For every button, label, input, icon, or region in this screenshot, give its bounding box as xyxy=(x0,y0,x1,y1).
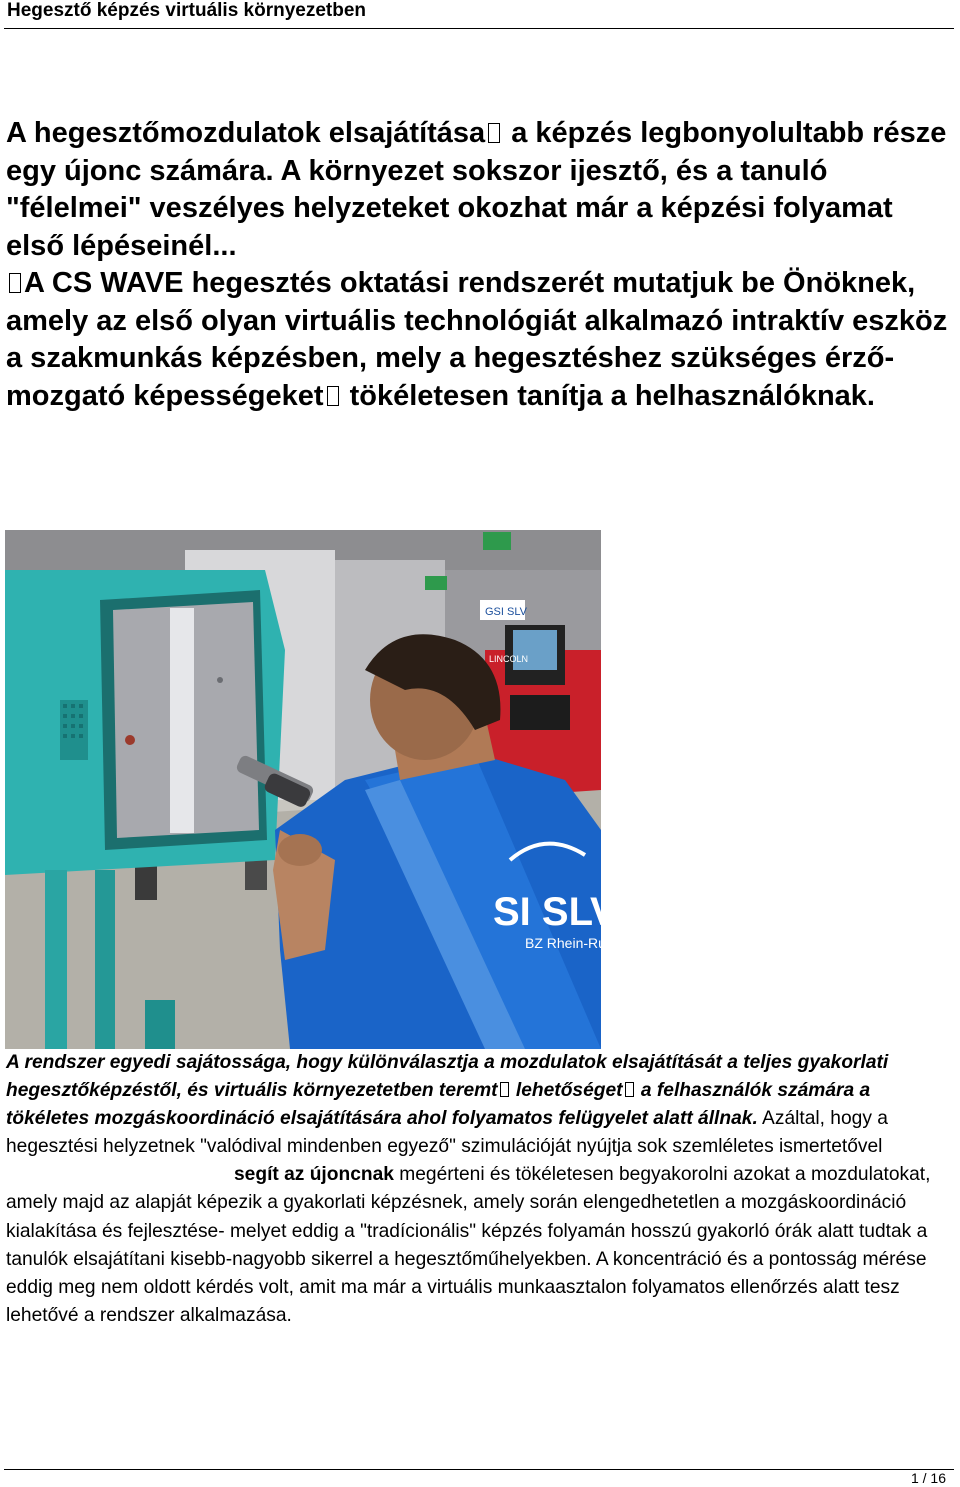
booth-sign-text: GSI SLV xyxy=(485,606,527,618)
body-emphasis-b: lehetőséget xyxy=(510,1080,623,1102)
intro-p2-part-a: A CS WAVE hegesztés oktatási rendszerét mutatjuk be Önöknek, amely az első olyan virtuális technológiát alkalmazó intraktív eszköz a szakmunkás képzésben, mely a hegesztéshez szükséges érző-mozgató képességeket xyxy=(6,267,948,412)
body-plain-b: megérteni és tökéletesen begyakorolni azokat a mozdulatokat, amely majd az alapját képezik a gyakorlati képzésnek, amely során elengedhetetlen a mozgáskoordináció kialakítása és fejlesztése- melyet eddig a "tradícionális" képzés folyamán hosszú gyakorló órák alatt tudtak a tanulók elsajátítani kisebb-nagyobb sikerrel a hegesztőműhelyekben. A koncentráció és a pontosság mérése eddig meg nem oldott kérdés volt, amit ma már a virtuális munkaasztalon folyamatos ellenőrzés alatt tesz lehetővé a rendszer alkalmazása. xyxy=(6,1164,931,1326)
intro-paragraph-2 xyxy=(6,265,951,415)
intro-paragraph-1 xyxy=(6,115,951,265)
welding-trainee-photo xyxy=(5,530,619,1049)
missing-glyph-icon xyxy=(500,1082,509,1097)
machine-brand-text: LINCOLN xyxy=(489,654,529,664)
body-plain-a: Azáltal, hogy a hegesztési helyzetnek "valódival mindenben egyező" szimulációját nyújtja sok szemléletes ismertetővel xyxy=(6,1108,888,1158)
footer-divider xyxy=(4,1469,954,1470)
page-number: 1 / 16 xyxy=(910,1470,946,1486)
shirt-logo-text: SI SLV xyxy=(493,890,617,934)
intro-text xyxy=(6,115,951,415)
intro-p2-part-b: tökéletesen tanítja a helhasználóknak. xyxy=(341,379,875,412)
missing-glyph-icon xyxy=(327,386,339,406)
missing-glyph-icon xyxy=(9,273,21,293)
body-emphasis-c: a felhasználók számára a tökéletes mozgáskoordináció elsajátítására ahol folyamatos felügyelet alatt állnak. xyxy=(6,1080,871,1130)
intro-p1-part-b: a képzés legbonyolultabb része egy újonc számára. A környezet sokszor ijesztő, és a tanuló "félelmei" veszélyes helyzeteket okozhat már a képzési folyamat első lépéseinél... xyxy=(6,117,947,262)
body-paragraph xyxy=(6,1049,954,1330)
missing-glyph-icon xyxy=(488,123,500,143)
body-emphasis-a: A rendszer egyedi sajátossága, hogy különválasztja a mozdulatok elsajátítását a teljes gyakorlati hegesztőképzéstől, és virtuális környezetetben teremt xyxy=(6,1052,889,1102)
shirt-subtext: BZ Rhein-Ruhr xyxy=(525,935,619,951)
header-divider xyxy=(4,28,954,29)
missing-glyph-icon xyxy=(625,1082,634,1097)
body-bold-a: segít az újoncnak xyxy=(234,1164,394,1186)
intro-p1-part-a: A hegesztőmozdulatok elsajátítása xyxy=(6,117,486,149)
page-header-title: Hegesztő képzés virtuális környezetben xyxy=(7,0,367,21)
